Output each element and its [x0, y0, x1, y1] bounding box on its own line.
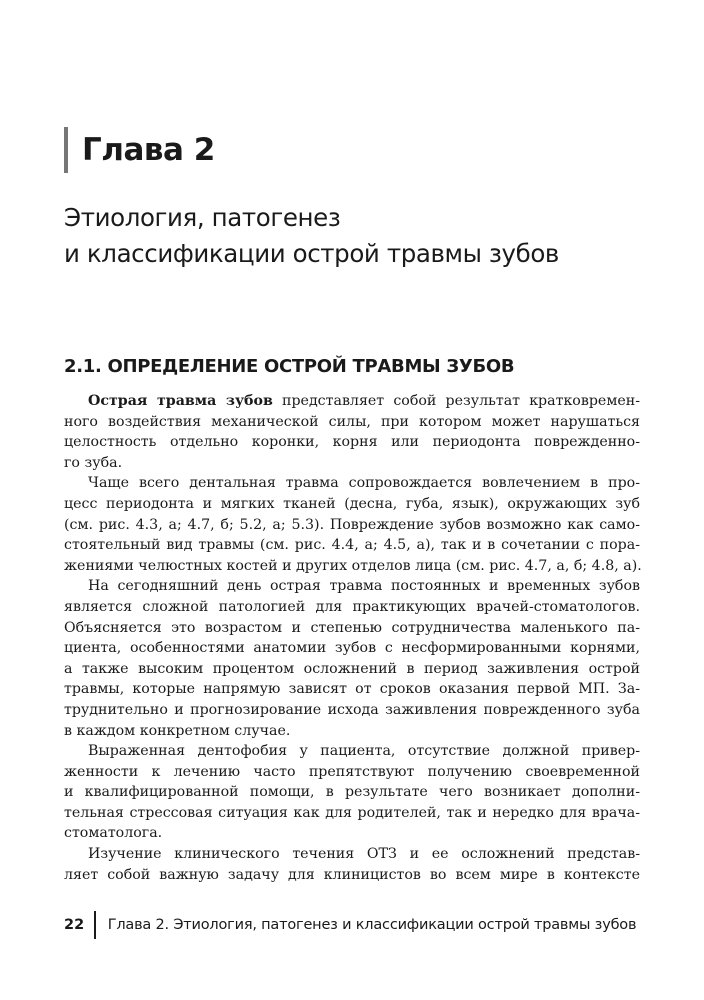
paragraph-line: [64, 391, 640, 412]
paragraph: [64, 844, 640, 885]
chapter-subtitle: [64, 200, 664, 272]
chapter-title: Глава 2: [82, 132, 215, 168]
page-footer: [64, 910, 636, 940]
text-run: представляет собой результат кратковремен-: [272, 393, 640, 409]
bold-term: Острая травма зубов: [88, 393, 273, 409]
paragraph-line: жениями челюстных костей и других отделов лица (см. рис. 4.7, а, б; 4.8, а).: [64, 557, 642, 574]
paragraph-line: ляет собой важную задачу для клиницистов во всем мире в контексте: [64, 866, 640, 883]
chapter-heading: [64, 127, 215, 173]
paragraph-line: го зуба.: [64, 454, 123, 471]
paragraph: [64, 576, 640, 741]
paragraph-line: Выраженная дентофобия у пациента, отсутствие должной привер-: [88, 743, 640, 760]
paragraph-line: ного воздействия механической силы, при котором может нарушаться: [64, 413, 640, 430]
paragraph-line: является сложной патологией для практикующих врачей-стоматологов.: [64, 598, 640, 615]
paragraph-line: На сегодняшний день острая травма постоянных и временных зубов: [88, 578, 640, 595]
paragraph-line: стоматолога.: [64, 825, 163, 842]
paragraph-line: а также высоким процентом осложнений в период заживления острой: [64, 660, 640, 677]
chapter-subtitle-line: Этиология, патогенез: [64, 203, 341, 232]
footer-divider: [94, 911, 96, 939]
paragraph-line: женности к лечению часто препятствуют получению своевременной: [64, 763, 640, 780]
paragraph-line: Чаще всего дентальная травма сопровождается вовлечением в про-: [88, 475, 640, 492]
running-title: Глава 2. Этиология, патогенез и классификации острой травмы зубов: [107, 917, 637, 933]
body-text: [64, 391, 640, 885]
section-heading: 2.1. ОПРЕДЕЛЕНИЕ ОСТРОЙ ТРАВМЫ ЗУБОВ: [64, 356, 515, 377]
paragraph-line: целостность отдельно коронки, корня или периодонта поврежденно-: [64, 434, 640, 451]
paragraph: [64, 741, 640, 844]
paragraph-line: (см. рис. 4.3, а; 4.7, б; 5.2, а; 5.3). Повреждение зубов возможно как само-: [64, 516, 640, 533]
paragraph-line: тельная стрессовая ситуация как для родителей, так и нередко для врача-: [64, 804, 640, 821]
page-number: 22: [64, 917, 85, 933]
chapter-subtitle-line: и классификации острой травмы зубов: [64, 239, 559, 268]
paragraph-line: цесс периодонта и мягких тканей (десна, губа, язык), окружающих зуб: [64, 495, 640, 512]
paragraph-line: и квалифицированной помощи, в результате чего возникает дополни-: [64, 784, 640, 801]
paragraph: [64, 391, 640, 473]
paragraph-line: травмы, которые напрямую зависят от сроков оказания первой МП. За-: [64, 681, 640, 698]
paragraph-line: труднительно и прогнозирование исхода заживления поврежденного зуба: [64, 701, 640, 718]
paragraph-line: циента, особенностями анатомии зубов с несформированными корнями,: [64, 640, 640, 657]
paragraph-line: Изучение клинического течения ОТЗ и ее осложнений представ-: [88, 846, 640, 863]
chapter-accent-bar: [64, 127, 68, 173]
paragraph: [64, 473, 640, 576]
paragraph-line: стоятельный вид травмы (см. рис. 4.4, а; 4.5, а), так и в сочетании с пора-: [64, 537, 640, 554]
paragraph-line: в каждом конкретном случае.: [64, 722, 291, 739]
paragraph-line: Объясняется это возрастом и степенью сотрудничества маленького па-: [64, 619, 640, 636]
